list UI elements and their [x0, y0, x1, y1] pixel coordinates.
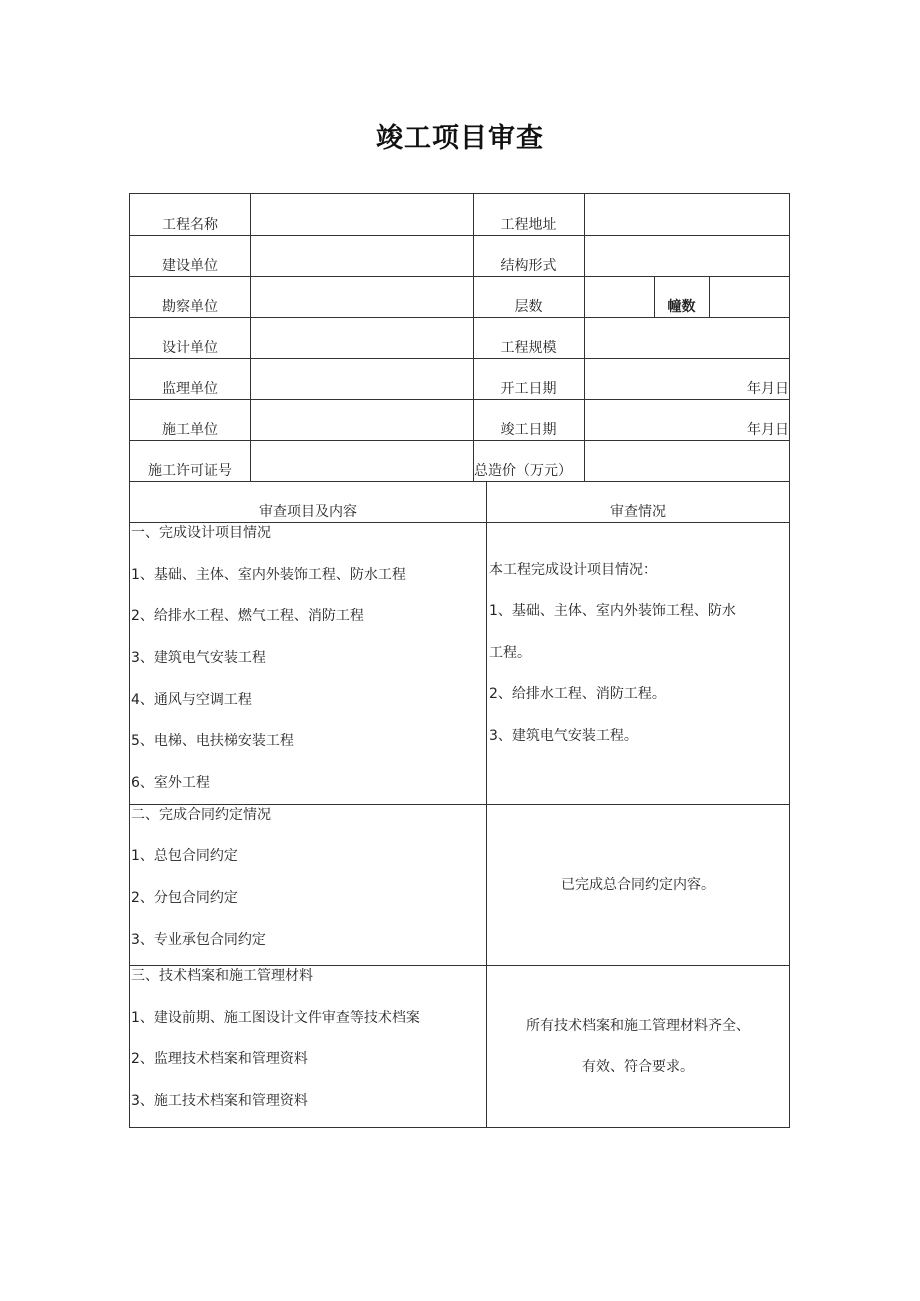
list-item: 2、给排水工程、燃气工程、消防工程 [131, 608, 364, 624]
col-divider [709, 276, 710, 317]
status-line: 3、建筑电气安装工程。 [489, 728, 638, 744]
supervision-unit-label: 监理单位 [162, 381, 218, 397]
col-divider [250, 194, 251, 481]
review-status-header: 审查情况 [610, 504, 666, 520]
build-unit-label: 建设单位 [162, 258, 218, 274]
scale-label: 工程规模 [500, 340, 557, 356]
list-item: 3、建筑电气安装工程 [131, 650, 266, 666]
row-divider [130, 965, 789, 966]
design-unit-label: 设计单位 [162, 340, 218, 356]
list-item: 4、通风与空调工程 [131, 692, 252, 708]
row-divider [130, 522, 789, 523]
row-divider [130, 235, 789, 236]
page-title: 竣工项目审查 [376, 123, 544, 154]
status-line: 已完成总合同约定内容。 [561, 877, 715, 893]
status-line: 所有技术档案和施工管理材料齐全、 [526, 1018, 750, 1034]
row-divider [130, 358, 789, 359]
survey-unit-label: 勘察单位 [162, 299, 218, 315]
buildings-label: 幢数 [667, 299, 696, 315]
section-heading: 二、完成合同约定情况 [131, 807, 271, 823]
list-item: 1、建设前期、施工图设计文件审查等技术档案 [131, 1010, 420, 1026]
row-divider [130, 276, 789, 277]
list-item: 3、专业承包合同约定 [131, 932, 266, 948]
construction-unit-label: 施工单位 [162, 422, 218, 438]
total-cost-label: 总造价（万元） [474, 463, 572, 479]
project-name-label: 工程名称 [162, 217, 218, 233]
status-line: 本工程完成设计项目情况： [489, 562, 657, 578]
section-heading: 三、技术档案和施工管理材料 [131, 968, 313, 984]
status-line: 工程。 [489, 645, 531, 661]
floors-label: 层数 [514, 299, 543, 315]
start-date-value: 年月日 [747, 381, 789, 397]
review-items-header: 审查项目及内容 [259, 504, 357, 520]
row-divider [130, 399, 789, 400]
permit-label: 施工许可证号 [148, 463, 232, 479]
row-divider [130, 440, 789, 441]
status-line: 1、基础、主体、室内外装饰工程、防水 [489, 603, 736, 619]
project-address-label: 工程地址 [500, 217, 557, 233]
list-item: 2、分包合同约定 [131, 890, 238, 906]
list-item: 6、室外工程 [131, 775, 210, 791]
col-divider [584, 194, 585, 481]
start-date-label: 开工日期 [500, 381, 557, 397]
list-item: 1、基础、主体、室内外装饰工程、防水工程 [131, 567, 406, 583]
row-divider [130, 804, 789, 805]
completion-date-label: 竣工日期 [500, 422, 557, 438]
status-line: 2、给排水工程、消防工程。 [489, 686, 666, 702]
list-item: 5、电梯、电扶梯安装工程 [131, 733, 294, 749]
section-heading: 一、完成设计项目情况 [131, 525, 271, 541]
list-item: 3、施工技术档案和管理资料 [131, 1093, 308, 1109]
list-item: 1、总包合同约定 [131, 848, 238, 864]
list-item: 2、监理技术档案和管理资料 [131, 1051, 308, 1067]
completion-date-value: 年月日 [747, 422, 789, 438]
row-divider [130, 317, 789, 318]
status-line: 有效、符合要求。 [582, 1059, 694, 1075]
structure-label: 结构形式 [500, 258, 557, 274]
row-divider [130, 481, 789, 482]
